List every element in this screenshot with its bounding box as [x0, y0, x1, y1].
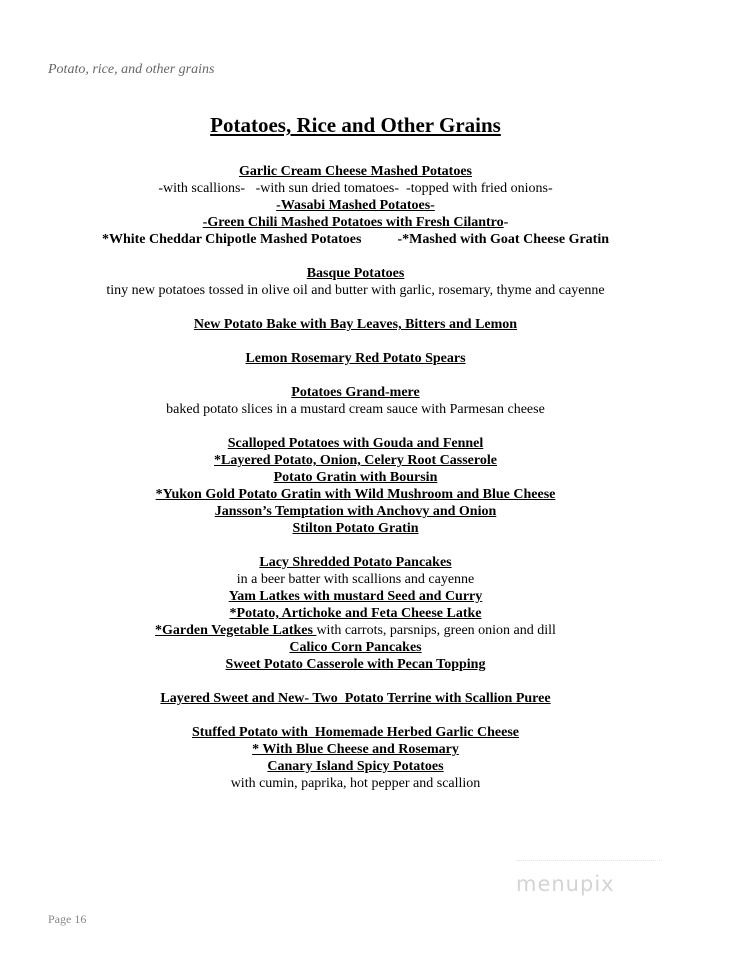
menu-item-garden-line	[0, 622, 711, 639]
menu-item-canary: Canary Island Spicy Potatoes	[267, 759, 444, 774]
menu-item-new-potato-bake: New Potato Bake with Bay Leaves, Bitters and Lemon	[193, 317, 518, 332]
menu-item-desc: in a beer batter with scallions and cayenne	[236, 572, 475, 587]
menu-item-desc: tiny new potatoes tossed in olive oil and butter with garlic, rosemary, thyme and cayenne	[106, 283, 605, 298]
menu-item-artichoke: *Potato, Artichoke and Feta Cheese Latke	[229, 606, 482, 621]
menu-item-yukon: *Yukon Gold Potato Gratin with Wild Mushroom and Blue Cheese	[155, 487, 556, 502]
menu-item-wasabi: -Wasabi Mashed Potatoes-	[276, 198, 435, 213]
menu-item-basque: Basque Potatoes	[306, 266, 405, 281]
menu-item-lacy: Lacy Shredded Potato Pancakes	[259, 555, 452, 570]
menu-item-terrine: Layered Sweet and New- Two Potato Terrine with Scallion Puree	[160, 691, 551, 706]
menu-item-desc: baked potato slices in a mustard cream sauce with Parmesan cheese	[166, 402, 545, 417]
menupix-watermark: menupix	[516, 872, 615, 896]
menu-item-layered-onion: *Layered Potato, Onion, Celery Root Casserole	[214, 453, 497, 468]
menu-item-boursin: Potato Gratin with Boursin	[273, 470, 438, 485]
menu-item-yam: Yam Latkes with mustard Seed and Curry	[228, 589, 483, 604]
menu-item-desc: with carrots, parsnips, green onion and dill	[316, 623, 556, 638]
menu-item-blue-rosemary: * With Blue Cheese and Rosemary	[252, 742, 459, 757]
menu-item-goat-cheese: -*Mashed with Goat Cheese Gratin	[397, 232, 610, 247]
menu-item-calico: Calico Corn Pancakes	[289, 640, 422, 655]
menu-item-garden: *Garden Vegetable Latkes	[155, 623, 317, 638]
menu-item-scalloped: Scalloped Potatoes with Gouda and Fennel	[227, 436, 484, 451]
menu-item-desc: with cumin, paprika, hot pepper and scallion	[230, 776, 481, 791]
section-header: Potato, rice, and other grains	[48, 62, 215, 77]
page-number: Page 16	[48, 912, 87, 926]
menu-content	[0, 163, 711, 792]
menu-item-jansson: Jansson’s Temptation with Anchovy and Onion	[214, 504, 497, 519]
menu-item-sweet-casserole: Sweet Potato Casserole with Pecan Topping	[225, 657, 486, 672]
menu-item-grand-mere: Potatoes Grand-mere	[291, 385, 420, 400]
menu-item-stuffed: Stuffed Potato with Homemade Herbed Garlic Cheese	[192, 725, 519, 740]
menu-item-garlic-cream: Garlic Cream Cheese Mashed Potatoes	[238, 164, 473, 179]
menu-item-green-chili: -Green Chili Mashed Potatoes with Fresh Cilantro	[202, 215, 504, 230]
menu-item-green-chili-line	[0, 214, 711, 231]
menu-item-white-cheddar: *White Cheddar Chipotle Mashed Potatoes	[101, 232, 362, 247]
menu-item-stilton: Stilton Potato Gratin	[292, 521, 419, 536]
watermark-rule	[516, 860, 662, 862]
menu-item-lemon-rosemary: Lemon Rosemary Red Potato Spears	[245, 351, 466, 366]
menu-item-green-chili-suffix: -	[503, 215, 509, 230]
menu-item-desc: -with scallions- -with sun dried tomatoes- -topped with fried onions-	[158, 181, 553, 196]
page-title: Potatoes, Rice and Other Grains	[210, 113, 501, 137]
menu-item-cheddar-line	[0, 231, 711, 248]
